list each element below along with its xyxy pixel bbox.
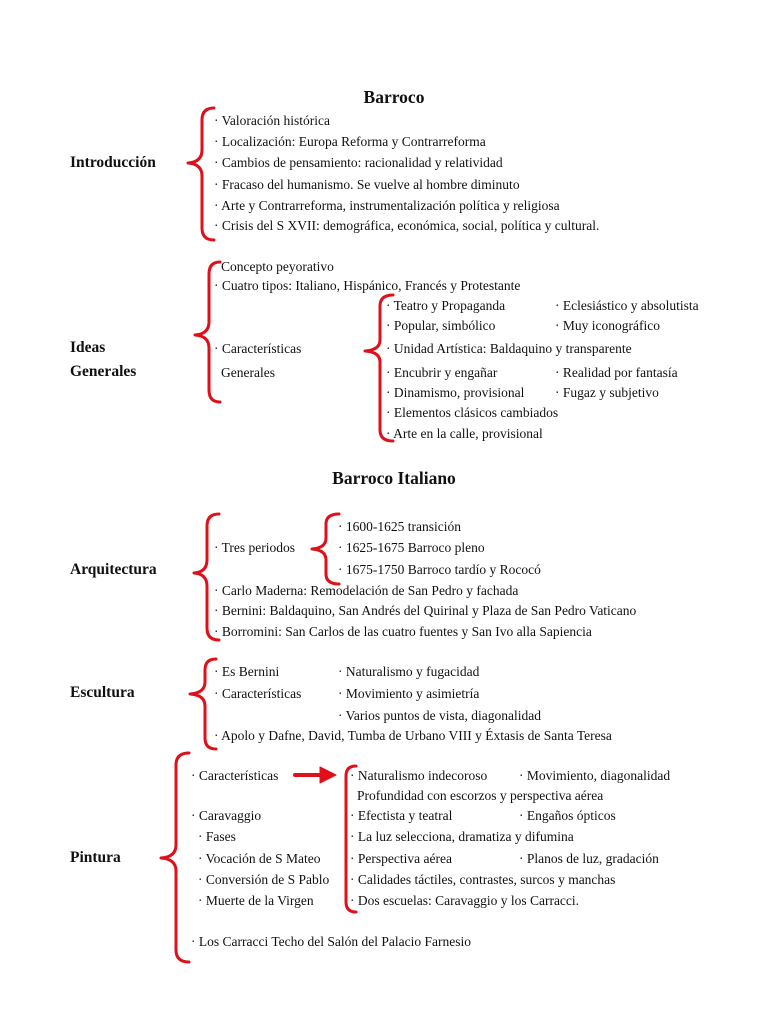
esc-sub-3: · Varios puntos de vista, diagonalidad (338, 708, 541, 723)
brace-pintura (161, 753, 189, 962)
arq-item-3: · Borromini: San Carlos de las cuatro fuentes y San Ivo alla Sapiencia (214, 624, 592, 639)
esc-caracteristicas: · Características (214, 686, 302, 701)
intro-item-5: · Arte y Contrarreforma, instrumentalización política y religiosa (214, 198, 560, 213)
arrow-icon (320, 767, 336, 783)
section-label-pintura: Pintura (70, 849, 121, 866)
ideas-sub-5: · Unidad Artística: Baldaquino y transparente (386, 341, 632, 356)
section-title-italiano: Barroco Italiano (332, 468, 456, 488)
page-title: Barroco (363, 87, 425, 107)
pin-right-5: · Engaños ópticos (519, 808, 616, 823)
ideas-caracteristicas: · Características (214, 341, 302, 356)
pin-right-7: · Perspectiva aérea (350, 851, 452, 866)
arq-periodo-1: · 1600-1625 transición (338, 519, 461, 534)
section-label-generales: Generales (70, 363, 137, 380)
pin-right-3: Profundidad con escorzos y perspectiva aérea (357, 788, 604, 803)
arq-periodo-3: · 1675-1750 Barroco tardío y Rococó (338, 562, 541, 577)
ideas-sub-4: · Muy iconográfico (555, 318, 660, 333)
intro-item-6: · Crisis del S XVII: demográfica, económica, social, política y cultural. (214, 218, 600, 233)
ideas-sub-1: · Teatro y Propaganda (386, 298, 506, 313)
ideas-sub-2: · Eclesiástico y absolutista (555, 298, 699, 313)
esc-sub-2: · Movimiento y asimietría (338, 686, 480, 701)
esc-es-bernini: · Es Bernini (214, 664, 280, 679)
brace-escultura (190, 659, 216, 749)
ideas-sub-6: · Encubrir y engañar (386, 365, 498, 380)
pin-right-2: · Movimiento, diagonalidad (519, 768, 671, 783)
pin-right-10: · Dos escuelas: Caravaggio y los Carracci. (350, 893, 580, 908)
ideas-sub-7: · Realidad por fantasía (555, 365, 678, 380)
pin-left-2: · Caravaggio (191, 808, 262, 823)
arq-tres-periodos: · Tres periodos (214, 540, 296, 555)
pin-left-1: · Características (191, 768, 279, 783)
pin-right-9: · Calidades táctiles, contrastes, surcos y manchas (350, 872, 616, 887)
esc-apolo: · Apolo y Dafne, David, Tumba de Urbano VIII y Éxtasis de Santa Teresa (214, 728, 612, 743)
ideas-sub-3: · Popular, simbólico (386, 318, 496, 333)
section-label-escultura: Escultura (70, 684, 135, 701)
arq-periodo-2: · 1625-1675 Barroco pleno (338, 540, 485, 555)
intro-item-3: · Cambios de pensamiento: racionalidad y relatividad (214, 155, 503, 170)
pin-left-5: · Conversión de S Pablo (198, 872, 330, 887)
arq-item-1: · Carlo Maderna: Remodelación de San Pedro y fachada (214, 583, 519, 598)
intro-item-4: · Fracaso del humanismo. Se vuelve al hombre diminuto (214, 177, 520, 192)
pin-left-3: · Fases (198, 829, 236, 844)
pin-right-4: · Efectista y teatral (350, 808, 453, 823)
intro-item-1: · Valoración histórica (214, 113, 330, 128)
ideas-item-2: · Cuatro tipos: Italiano, Hispánico, Francés y Protestante (214, 278, 521, 293)
ideas-item-1: Concepto peyorativo (221, 259, 334, 274)
pin-right-1: · Naturalismo indecoroso (350, 768, 488, 783)
ideas-sub-11: · Arte en la calle, provisional (386, 426, 543, 441)
pin-left-4: · Vocación de S Mateo (198, 851, 321, 866)
intro-item-2: · Localización: Europa Reforma y Contrarreforma (214, 134, 486, 149)
esc-sub-1: · Naturalismo y fugacidad (338, 664, 480, 679)
ideas-sub-10: · Elementos clásicos cambiados (386, 405, 559, 420)
section-label-arquitectura: Arquitectura (70, 561, 157, 578)
pin-carracci: · Los Carracci Techo del Salón del Palacio Farnesio (191, 934, 471, 949)
pin-right-6: · La luz selecciona, dramatiza y difumina (350, 829, 574, 844)
brace-arquitectura (194, 514, 219, 640)
brace-introduccion (188, 108, 214, 240)
ideas-sub-9: · Fugaz y subjetivo (555, 385, 659, 400)
pin-right-8: · Planos de luz, gradación (519, 851, 659, 866)
ideas-sub-8: · Dinamismo, provisional (386, 385, 525, 400)
brace-tres-periodos (312, 514, 339, 584)
section-label-introduccion: Introducción (70, 154, 156, 171)
section-label-ideas: Ideas (70, 339, 106, 356)
arq-item-2: · Bernini: Baldaquino, San Andrés del Quirinal y Plaza de San Pedro Vaticano (214, 603, 637, 618)
pin-left-6: · Muerte de la Virgen (198, 893, 314, 908)
ideas-generales: Generales (221, 365, 275, 380)
